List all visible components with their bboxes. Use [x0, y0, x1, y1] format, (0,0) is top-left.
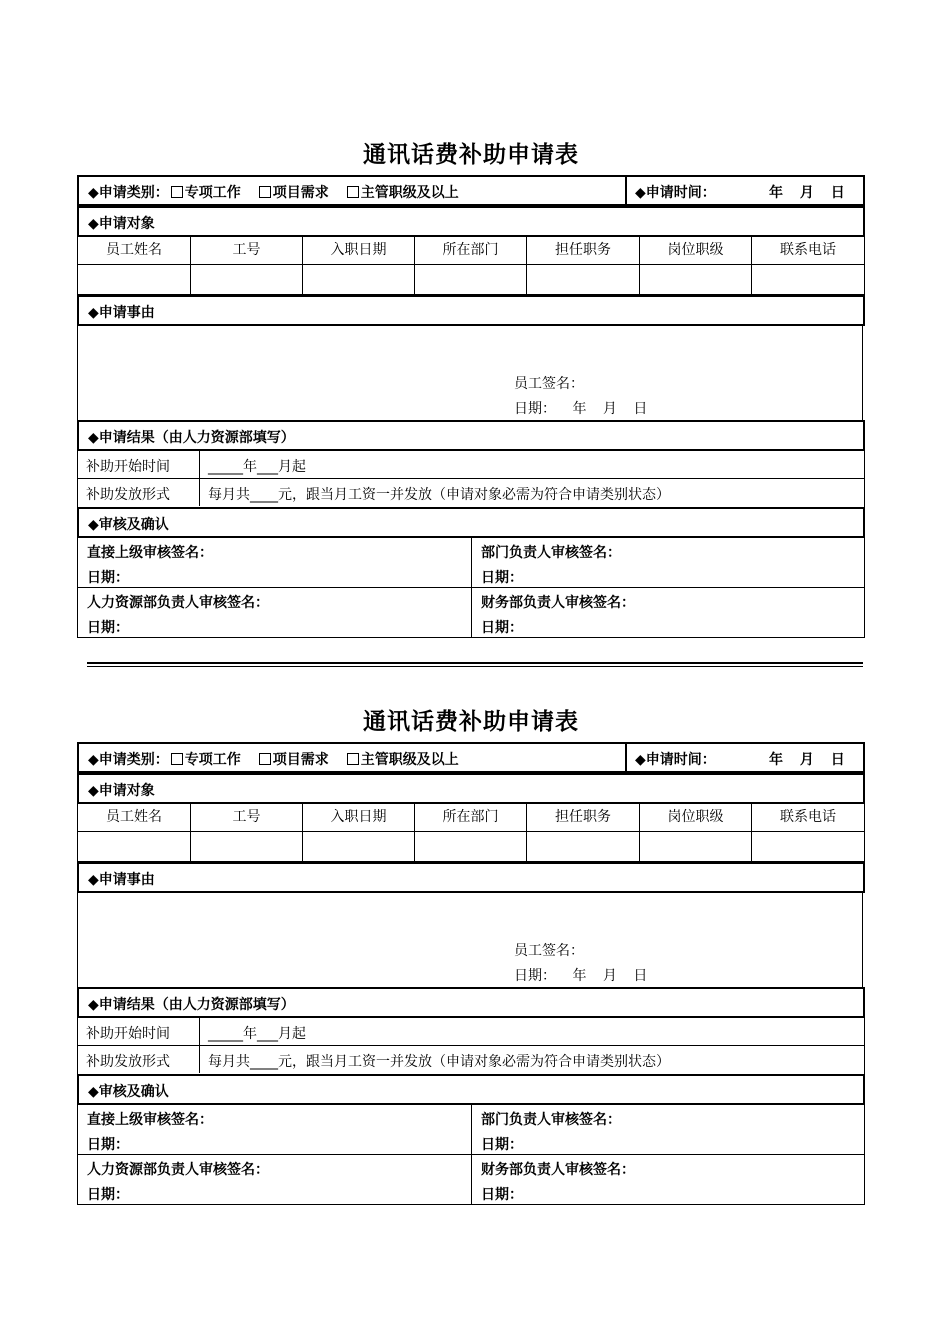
category-label [88, 749, 475, 769]
col-department: 所在部门 [415, 237, 527, 264]
dept-head-signature[interactable]: 部门负责人审核签名： [481, 1112, 621, 1128]
reason-section-header [77, 862, 865, 893]
col-phone: 联系电话 [780, 809, 836, 825]
result-label: ◆申请结果（由人力资源部填写） [88, 997, 295, 1013]
table-input-row [78, 832, 864, 861]
result-section-header [77, 420, 865, 451]
dept-head-date[interactable]: 日期： [481, 1137, 523, 1153]
payment-method-label: 补助发放形式 [86, 487, 170, 503]
option-supervisor-level[interactable]: 主管职级及以上 [345, 752, 459, 768]
result-table [77, 451, 865, 507]
input-name[interactable] [78, 832, 191, 861]
employee-table [77, 804, 865, 862]
option-special-work[interactable]: 专项工作 [169, 185, 241, 201]
start-time-row [78, 451, 864, 479]
checkbox-icon[interactable] [171, 186, 183, 198]
payment-method-value[interactable]: 每月共____元，跟当月工资一并发放（申请对象必需为符合申请类别状态） [208, 1054, 670, 1070]
input-id[interactable] [191, 265, 303, 294]
category-label-text: ◆申请类别： [88, 752, 169, 768]
audit-label: ◆审核及确认 [88, 1084, 169, 1100]
hr-head-date[interactable]: 日期： [87, 1187, 129, 1203]
employee-signature-label: 员工签名： [514, 376, 584, 392]
employee-signature-label: 员工签名： [514, 943, 584, 959]
col-position: 担任职务 [527, 804, 640, 831]
employee-table [77, 237, 865, 295]
audit-section-header [77, 1074, 865, 1105]
hr-head-signature[interactable]: 人力资源部负责人审核签名： [87, 1162, 269, 1178]
cut-line [87, 662, 863, 667]
col-rank: 岗位职级 [640, 237, 752, 264]
result-label: ◆申请结果（由人力资源部填写） [88, 430, 295, 446]
col-hire-date: 入职日期 [303, 237, 415, 264]
category-row [77, 742, 865, 773]
start-time-row [78, 1018, 864, 1046]
divider [78, 1154, 864, 1155]
divider [78, 587, 864, 588]
divider [199, 479, 200, 506]
table-header-row [78, 804, 864, 831]
divider [625, 742, 627, 773]
form-title: 通讯话费补助申请表 [363, 709, 579, 735]
table-header-row [78, 237, 864, 264]
finance-head-date[interactable]: 日期： [481, 1187, 523, 1203]
input-name[interactable] [78, 265, 191, 294]
dept-head-date[interactable]: 日期： [481, 570, 523, 586]
start-time-label: 补助开始时间 [86, 459, 170, 475]
divider [199, 1018, 200, 1045]
payment-method-row [78, 479, 864, 506]
finance-head-signature[interactable]: 财务部负责人审核签名： [481, 1162, 635, 1178]
category-row [77, 175, 865, 206]
col-id: 工号 [191, 804, 303, 831]
start-time-label: 补助开始时间 [86, 1026, 170, 1042]
col-name: 员工姓名 [78, 237, 191, 264]
col-id: 工号 [191, 237, 303, 264]
apply-time-label: ◆申请时间： [635, 185, 716, 201]
start-time-value[interactable]: _____年___月起 [208, 1026, 306, 1042]
checkbox-icon[interactable] [171, 753, 183, 765]
category-label [88, 182, 475, 202]
input-hire-date[interactable] [303, 832, 415, 861]
result-table [77, 1018, 865, 1074]
result-section-header [77, 987, 865, 1018]
form-title: 通讯话费补助申请表 [363, 142, 579, 168]
hr-head-date[interactable]: 日期： [87, 620, 129, 636]
col-phone: 联系电话 [780, 242, 836, 258]
input-phone[interactable] [752, 832, 864, 861]
apply-time-label: ◆申请时间： [635, 752, 716, 768]
reason-label: ◆申请事由 [88, 872, 155, 888]
input-department[interactable] [415, 832, 527, 861]
apply-time-ymd[interactable]: 年 月 日 [769, 752, 845, 768]
supervisor-date[interactable]: 日期： [87, 1137, 129, 1153]
target-label: ◆申请对象 [88, 216, 155, 232]
checkbox-icon[interactable] [259, 186, 271, 198]
audit-section-header [77, 507, 865, 538]
supervisor-signature[interactable]: 直接上级审核签名： [87, 1112, 213, 1128]
col-position: 担任职务 [527, 237, 640, 264]
input-id[interactable] [191, 832, 303, 861]
reason-area[interactable] [77, 326, 863, 420]
checkbox-icon[interactable] [347, 186, 359, 198]
payment-method-row [78, 1046, 864, 1073]
input-department[interactable] [415, 265, 527, 294]
category-label-text: ◆申请类别： [88, 185, 169, 201]
dept-head-signature[interactable]: 部门负责人审核签名： [481, 545, 621, 561]
option-project-need[interactable]: 项目需求 [257, 752, 329, 768]
supervisor-signature[interactable]: 直接上级审核签名： [87, 545, 213, 561]
divider [625, 175, 627, 206]
supervisor-date[interactable]: 日期： [87, 570, 129, 586]
col-rank: 岗位职级 [640, 804, 752, 831]
finance-head-date[interactable]: 日期： [481, 620, 523, 636]
col-hire-date: 入职日期 [303, 804, 415, 831]
finance-head-signature[interactable]: 财务部负责人审核签名： [481, 595, 635, 611]
divider [199, 1046, 200, 1073]
target-section-header [77, 773, 865, 804]
employee-date-label: 日期： 年 月 日 [514, 968, 648, 984]
target-section-header [77, 206, 865, 237]
checkbox-icon[interactable] [347, 753, 359, 765]
checkbox-icon[interactable] [259, 753, 271, 765]
audit-table [77, 538, 865, 638]
reason-label: ◆申请事由 [88, 305, 155, 321]
apply-time-ymd[interactable]: 年 月 日 [769, 185, 845, 201]
payment-method-label: 补助发放形式 [86, 1054, 170, 1070]
col-name: 员工姓名 [78, 804, 191, 831]
col-department: 所在部门 [415, 804, 527, 831]
audit-table [77, 1105, 865, 1205]
divider [199, 451, 200, 478]
input-rank[interactable] [640, 265, 752, 294]
table-input-row [78, 265, 864, 294]
input-position[interactable] [527, 832, 640, 861]
input-hire-date[interactable] [303, 265, 415, 294]
hr-head-signature[interactable]: 人力资源部负责人审核签名： [87, 595, 269, 611]
input-position[interactable] [527, 265, 640, 294]
reason-area[interactable] [77, 893, 863, 987]
option-project-need[interactable]: 项目需求 [257, 185, 329, 201]
audit-label: ◆审核及确认 [88, 517, 169, 533]
employee-date-label: 日期： 年 月 日 [514, 401, 648, 417]
target-label: ◆申请对象 [88, 783, 155, 799]
reason-section-header [77, 295, 865, 326]
option-special-work[interactable]: 专项工作 [169, 752, 241, 768]
option-supervisor-level[interactable]: 主管职级及以上 [345, 185, 459, 201]
input-rank[interactable] [640, 832, 752, 861]
input-phone[interactable] [752, 265, 864, 294]
start-time-value[interactable]: _____年___月起 [208, 459, 306, 475]
payment-method-value[interactable]: 每月共____元，跟当月工资一并发放（申请对象必需为符合申请类别状态） [208, 487, 670, 503]
